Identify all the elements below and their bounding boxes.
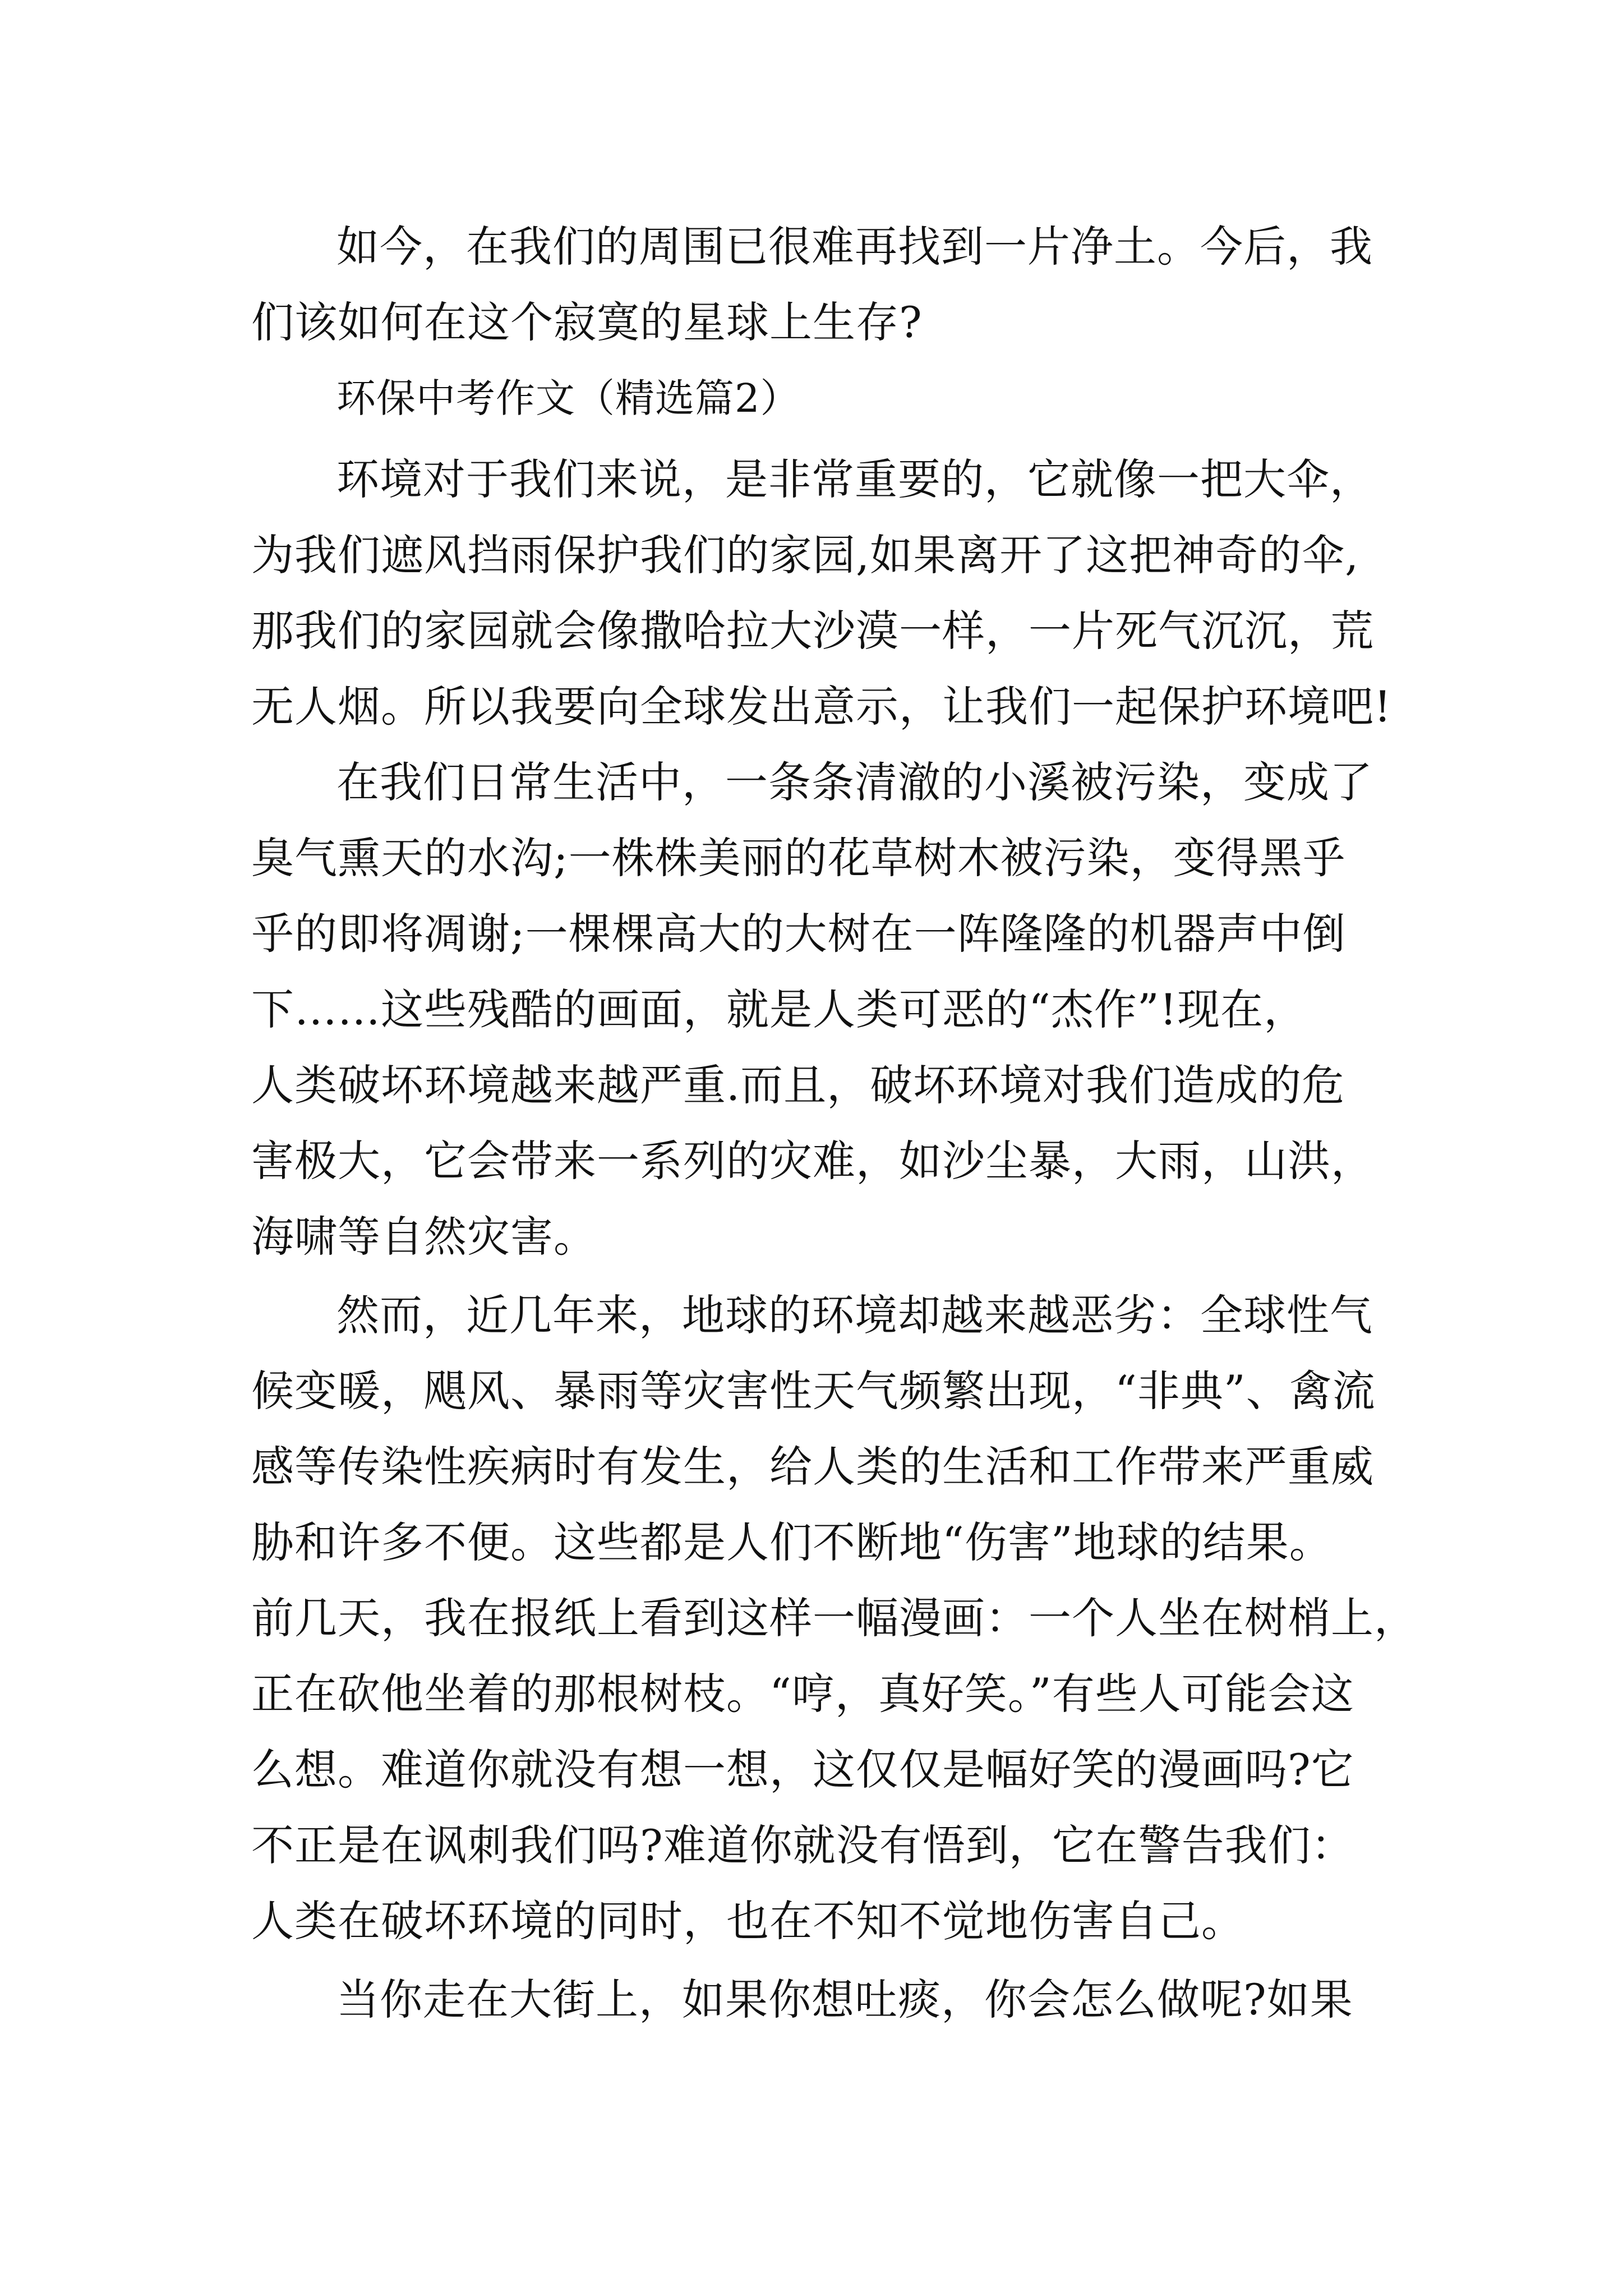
text-line: 们该如何在这个寂寞的星球上生存? [251,297,923,347]
text-line: 下……这些残酷的画面，就是人类可恶的“杰作”!现在， [251,984,1307,1034]
text-line: 么想。难道你就没有想一想，这仅仅是幅好笑的漫画吗?它 [251,1745,1354,1795]
text-line: 乎的即将凋谢;一棵棵高大的大树在一阵隆隆的机器声中倒 [251,909,1346,959]
section-heading: 环保中考作文（精选篇2） [336,375,800,421]
text-line: 环境对于我们来说，是非常重要的，它就像一把大伞， [336,454,1373,504]
text-line: 候变暖，飓风、暴雨等灾害性天气频繁出现，“非典”、禽流 [251,1366,1376,1416]
text-line: 那我们的家园就会像撒哈拉大沙漠一样，一片死气沉沉，荒 [251,606,1374,656]
text-line: 前几天，我在报纸上看到这样一幅漫画：一个人坐在树梢上， [251,1593,1417,1643]
text-line: 正在砍他坐着的那根树枝。“哼，真好笑。”有些人可能会这 [251,1669,1354,1719]
text-line: 海啸等自然灾害。 [251,1212,597,1262]
text-line: 在我们日常生活中，一条条清澈的小溪被污染，变成了 [336,757,1373,807]
text-line: 感等传染性疾病时有发生，给人类的生活和工作带来严重威 [251,1442,1374,1492]
text-line: 然而，近几年来，地球的环境却越来越恶劣：全球性气 [336,1290,1373,1340]
text-line: 人类破坏环境越来越严重.而且，破坏环境对我们造成的危 [251,1060,1345,1110]
text-line: 当你走在大街上，如果你想吐痰，你会怎么做呢?如果 [336,1975,1353,2024]
text-line: 如今，在我们的周围已很难再找到一片净土。今后，我 [336,222,1373,272]
text-line: 胁和许多不便。这些都是人们不断地“伤害”地球的结果。 [251,1517,1332,1567]
text-line: 害极大，它会带来一系列的灾难，如沙尘暴，大雨，山洪， [251,1136,1374,1186]
text-line: 为我们遮风挡雨保护我们的家园,如果离开了这把神奇的伞, [251,530,1359,580]
text-line: 臭气熏天的水沟;一株株美丽的花草树木被污染，变得黑乎 [251,833,1346,883]
text-line: 不正是在讽刺我们吗?难道你就没有悟到，它在警告我们： [251,1820,1354,1870]
text-line: 人类在破坏环境的同时，也在不知不觉地伤害自己。 [251,1896,1244,1946]
text-line: 无人烟。所以我要向全球发出意示，让我们一起保护环境吧! [251,682,1392,731]
